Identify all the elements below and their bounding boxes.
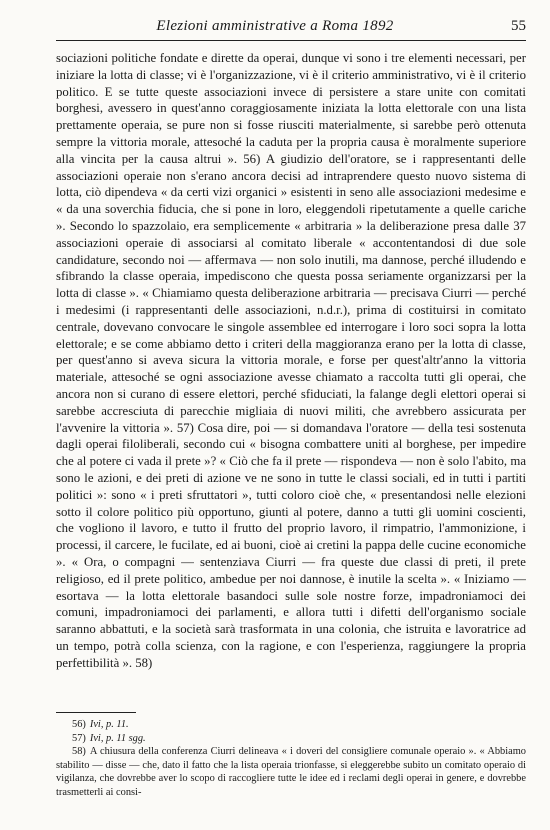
page-number: 55 (511, 18, 526, 34)
main-text (56, 50, 526, 680)
footnote-label: 57) (72, 732, 86, 744)
footnote (56, 718, 526, 732)
header-rule (56, 40, 526, 41)
footnote (56, 732, 526, 746)
footnote-separator (56, 712, 136, 713)
footnotes (56, 718, 526, 826)
footnote-text: Ivi, p. 11 sgg. (89, 732, 146, 744)
footnote (56, 745, 526, 799)
body-paragraph: sociazioni politiche fondate e dirette da operai, dunque vi sono i tre elementi necessari, per iniziare la lotta di classe; vi è l'organizzazione, vi è il criterio amministrativo, vi è il criterio politico. E se tutte queste associazioni invece di persistere a stare unite con comitati borghesi, avessero in quest'anno coraggiosamente iniziata la lotta elettorale con una lista prettamente operaia, se pure non si fosse riusciti materialmente, si sarebbe però ottenuta sempre la vittoria morale, attesoché la caduta per la propria causa è moralmente superiore alla vincita per la causa altrui ». 56) A giudizio dell'oratore, se i rappresentanti delle associazioni operaie non s'erano ancora decisi ad intraprendere questo nuovo sistema di lotta, ciò dipendeva « da certi vizi organici » esistenti in seno alle associazioni medesime e « da una soverchia fiducia, che si pone in loro, eleggendoli ripetutamente a quelle cariche ». Secondo lo spazzolaio, era semplicemente « arbitraria » la deliberazione presa dalle 37 associazioni operaie di associarsi al comitato liberale « accontentandosi di due sole candidature, secondo noi — affermava — non solo inutili, ma dannose, perché illudendo e sfibrando la classe operaia, impediscono che questa possa seriamente organizzarsi per la lotta di classe ». « Chiamiamo questa deliberazione arbitraria — precisava Ciurri — perché i medesimi (i rappresentanti delle associazioni, n.d.r.), prima di costituirsi in comitato centrale, dovevano convocare le singole assemblee ed interrogare i loro soci sopra la lotta elettorale; e se come abbiamo detto i criteri della maggioranza erano per la lotta di classe, per quest'anno si aveva sicura la vittoria morale, e forse per quest'altr'anno la vittoria materiale, attesoché se ogni associazione avesse chiamato a raccolta tutti gli operai, che ancora non si curano di essere elettori, perché sfiduciati, la falange degli elettori operai si sarebbe accresciuta di parecchie migliaia di nuovi militi, che avrebbero assicurata per l'avvenire la vittoria ». 57) Cosa dire, poi — si domandava l'oratore — della tesi sostenuta dagli operai filoliberali, secondo cui « bisogna combattere uniti al borghese, per impedire che al potere ci vada il prete »? « Ciò che fa il prete — rispondeva — non è solo l'abito, ma sono le azioni, e dei preti di azione ve ne sono in tutte le classi sociali, ed in tutti i partiti politici »: sono « i preti sfruttatori », tutti coloro cioè che, « presentandosi nelle elezioni sotto il colore politico più opportuno, giunti al potere, danno a tutti gli uomini coscienti, che vogliono il lavoro, e tutto il frutto del proprio lavoro, il rimpatrio, l'ammonizione, i processi, il carcere, le fucilate, ed ai buoni, cioè ai cretini la pappa delle cucine economiche ». « Ora, o compagni — sentenziava Ciurri — fra queste due classi di preti, il prete religioso, ed il prete politico, ambedue per noi dannose, è inutile la scelta ». « Iniziamo — esortava — la lotta elettorale basandoci sulle sole nostre forze, impadroniamoci dei comuni, impadroniamoci dei parlamenti, e allora tutti i difetti dell'organismo sociale saranno abbattuti, e la società sarà trasformata in una colonia, che istruita e lavoratrice ad un tempo, potrà colla scienza, con la ragione, e con l'esperienza, raggiungere la propria perfettibilità ». 58) (56, 51, 526, 670)
running-title: Elezioni amministrative a Roma 1892 (156, 18, 394, 34)
footnote-text: Ivi, p. 11. (89, 719, 129, 730)
footnote-label: 56) (72, 719, 86, 730)
footnote-text: A chiusura della conferenza Ciurri delineava « i doveri del consigliere comunale operaio ». « Abbiamo stabilito — disse — che, dato il fatto che la lista operaia trionfasse, si eleggerebbe subito un comitato operaio di vigilanza, che dovrebbe aver lo scopo di raccogliere tutte le idee ed i reclami degli operai in genere, e dovrebbe trasmetterli ai consi- (56, 746, 526, 798)
footnote-label: 58) (72, 746, 86, 758)
